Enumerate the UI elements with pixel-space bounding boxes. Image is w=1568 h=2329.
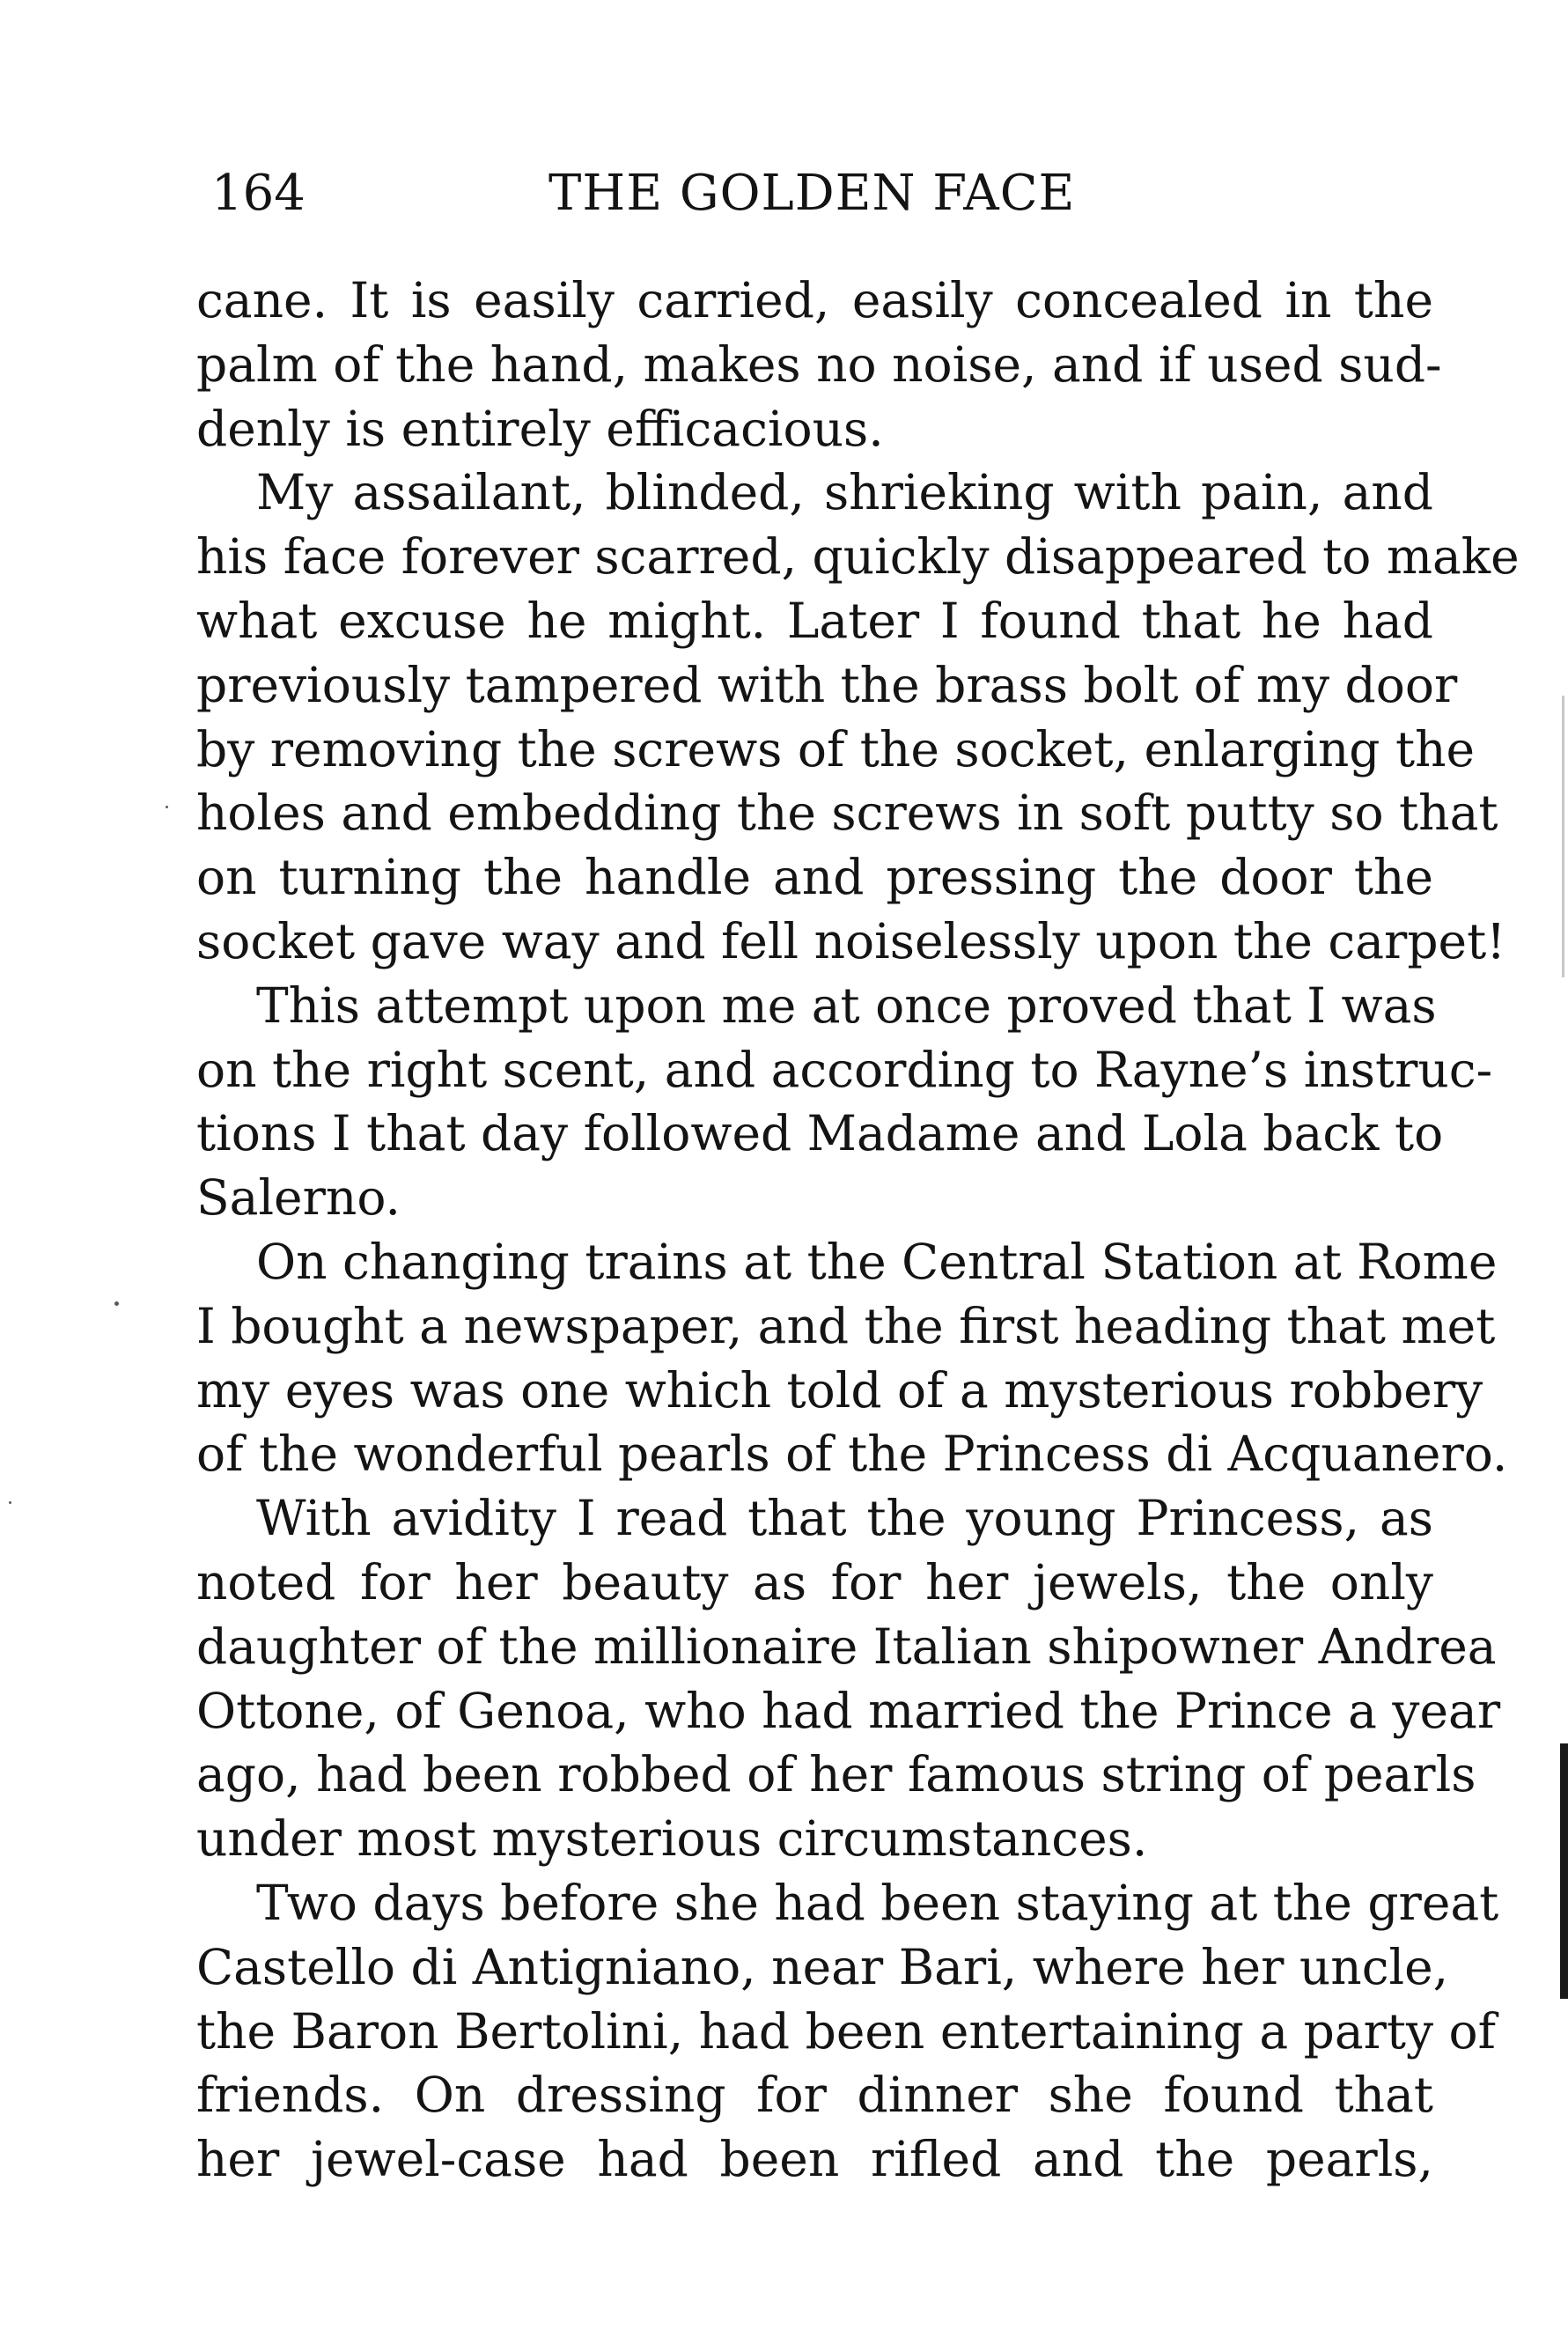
text-line: noted for her beauty as for her jewels, the only xyxy=(196,1553,1433,1610)
page-number: 164 xyxy=(211,165,306,222)
text-line: daughter of the millionaire Italian shipowner Andrea xyxy=(196,1618,1497,1675)
text-line: Salerno. xyxy=(196,1169,401,1227)
text-line: cane. It is easily carried, easily concealed in the xyxy=(196,272,1433,328)
book-title: THE GOLDEN FACE xyxy=(548,165,1076,222)
text-line: Two days before she had been staying at the great xyxy=(256,1874,1499,1931)
text-line: of the wonderful pearls of the Princess di Acquanero. xyxy=(196,1426,1508,1483)
text-line: Castello di Antigniano, near Bari, where her uncle, xyxy=(196,1938,1449,1995)
text-line: on turning the handle and pressing the door the xyxy=(196,849,1433,906)
text-line: his face forever scarred, quickly disappeared to make xyxy=(196,528,1520,586)
text-line: my eyes was one which told of a mysterious robbery xyxy=(196,1361,1483,1419)
running-head xyxy=(198,158,1431,229)
body-text xyxy=(196,269,1520,2192)
scan-speck xyxy=(9,1501,11,1504)
text-line: With avidity I read that the young Princess, as xyxy=(256,1490,1433,1547)
text-line: Ottone, of Genoa, who had married the Prince a year xyxy=(196,1682,1501,1739)
text-line: tions I that day followed Madame and Lola back to xyxy=(196,1105,1444,1162)
text-line: ago, had been robbed of her famous string of pearls xyxy=(196,1746,1476,1803)
page-edge-shadow xyxy=(1562,696,1564,977)
text-line: under most mysterious circumstances. xyxy=(196,1810,1148,1868)
text-line: holes and embedding the screws in soft putty so that xyxy=(196,785,1498,842)
text-line: palm of the hand, makes no noise, and if used sud- xyxy=(196,335,1442,393)
text-line: friends. On dressing for dinner she found that xyxy=(196,2067,1433,2124)
text-line: denly is entirely efficacious. xyxy=(196,400,884,457)
text-line: previously tampered with the brass bolt of my door xyxy=(196,656,1458,713)
text-line: socket gave way and fell noiselessly upon the carpet! xyxy=(196,912,1506,969)
text-line: on the right scent, and according to Rayne’s instruc- xyxy=(196,1041,1493,1098)
text-line: On changing trains at the Central Station at Rome xyxy=(256,1233,1498,1290)
text-line: My assailant, blinded, shrieking with pain, and xyxy=(256,464,1433,521)
text-line: This attempt upon me at once proved that I was xyxy=(256,977,1437,1034)
text-line: the Baron Bertolini, had been entertaining a party of xyxy=(196,2002,1497,2060)
scan-speck xyxy=(166,806,168,808)
text-line: her jewel-case had been rifled and the pearls, xyxy=(196,2131,1433,2188)
text-line: I bought a newspaper, and the first heading that met xyxy=(196,1297,1496,1354)
scan-speck xyxy=(114,1301,119,1306)
text-line: what excuse he might. Later I found that he had xyxy=(196,592,1433,649)
page-edge-shadow xyxy=(1560,1743,1568,1999)
text-line: by removing the screws of the socket, enlarging the xyxy=(196,720,1476,778)
